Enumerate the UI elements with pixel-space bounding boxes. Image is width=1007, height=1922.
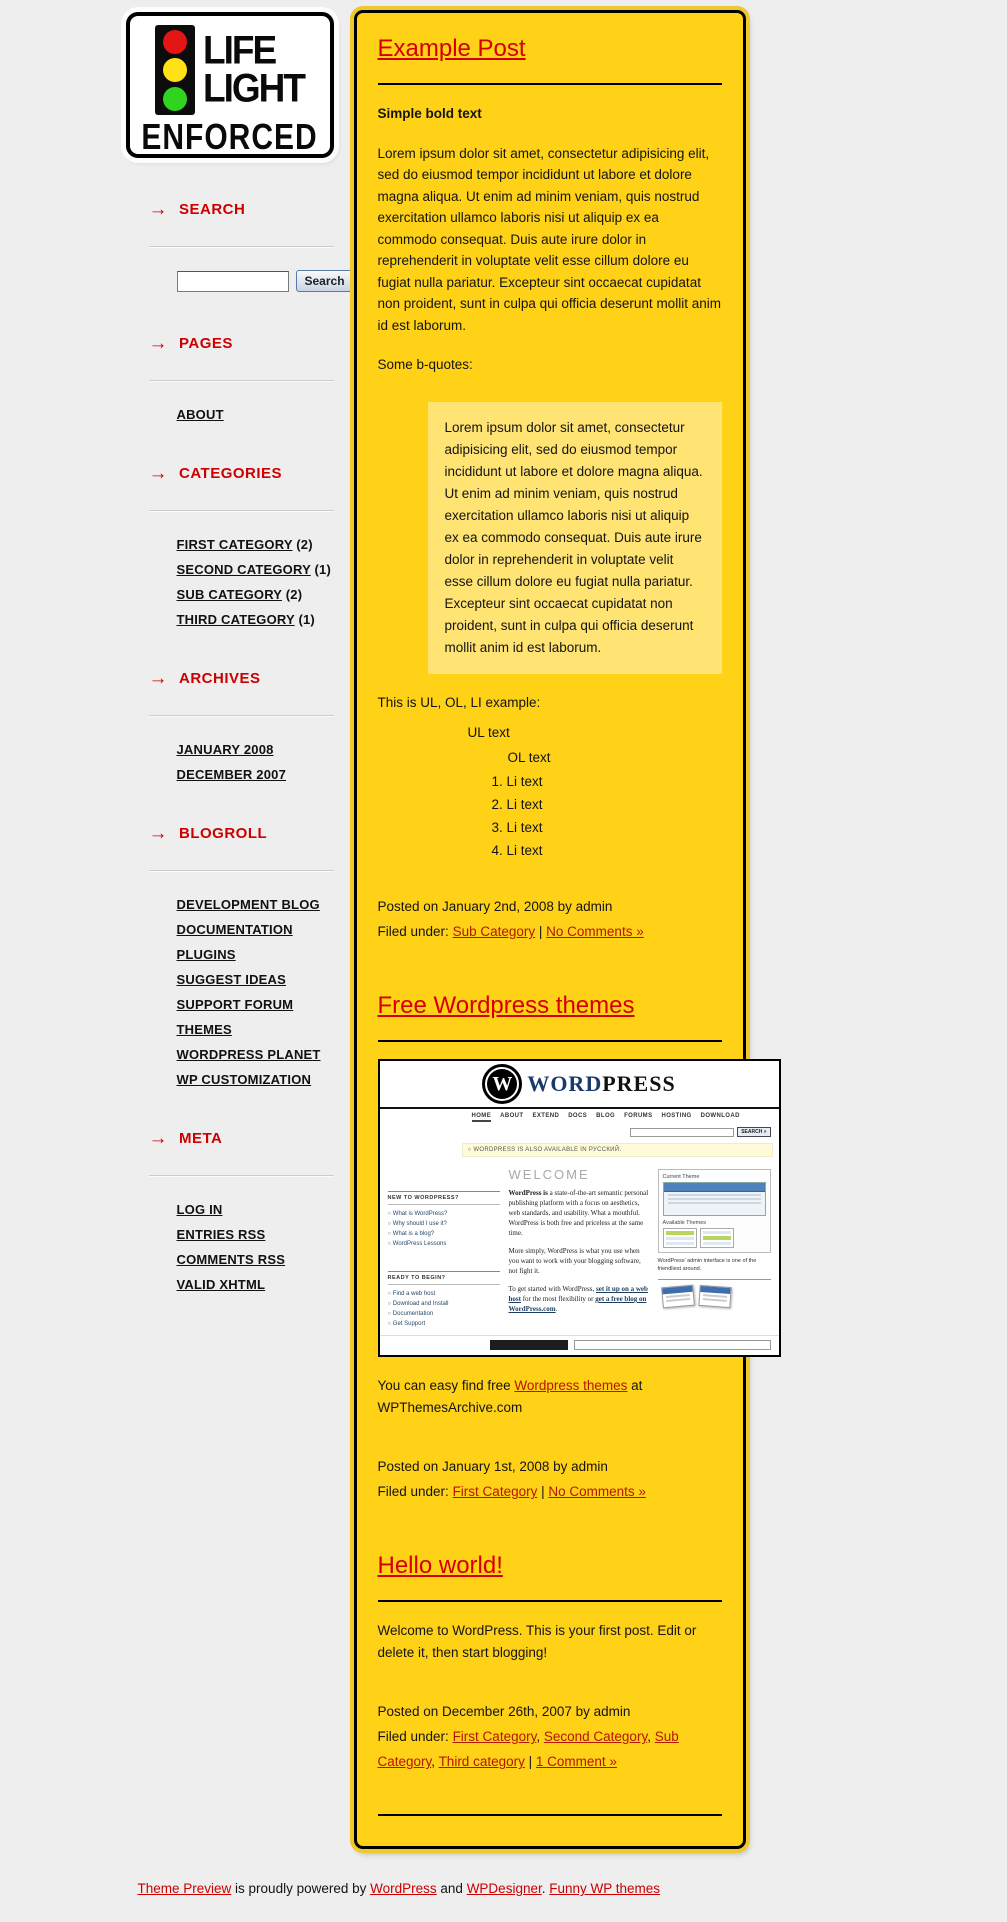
- separator: |: [541, 1484, 545, 1499]
- sidebar-link-second-category[interactable]: SECOND CATEGORY: [176, 562, 311, 577]
- list-item: [177, 1252, 334, 1267]
- sidebar-heading-archives: [149, 669, 334, 688]
- post-title-hello-world: [378, 1552, 722, 1580]
- arrow-icon: →: [148, 199, 168, 220]
- logo-word-light: LIGHT: [203, 65, 304, 110]
- divider: [378, 83, 722, 85]
- pages-list: [177, 407, 334, 422]
- sidebar-link-log-in[interactable]: LOG IN: [176, 1202, 223, 1217]
- logo-wordmark: [203, 28, 304, 110]
- text-run: for the most flexibility or: [520, 1295, 596, 1303]
- list-item: ○ Find a web host: [388, 1289, 500, 1299]
- list-item: [177, 537, 334, 552]
- post-paragraph: This is UL, OL, LI example:: [377, 694, 541, 710]
- list-item: 3. Li text: [507, 820, 722, 835]
- filed-under-label: Filed under:: [377, 1484, 449, 1499]
- comments-link[interactable]: No Comments »: [548, 1484, 646, 1499]
- post-paragraph: Some b-quotes:: [377, 357, 473, 372]
- sidebar-heading-meta: [149, 1129, 334, 1148]
- category-count: (2): [285, 587, 303, 602]
- separator: ,: [647, 1729, 651, 1744]
- post-title-link[interactable]: Example Post: [377, 35, 526, 62]
- arrow-icon: →: [148, 823, 168, 844]
- divider: [149, 246, 334, 248]
- sidebar-link-december-2007[interactable]: DECEMBER 2007: [176, 767, 287, 782]
- arrow-icon: →: [148, 1128, 168, 1149]
- list-item: [177, 1277, 334, 1292]
- wordpress-wordmark: [527, 1071, 675, 1097]
- wordpress-left-heading: NEW TO WORDPRESS?: [388, 1191, 500, 1205]
- nav-item: FORUMS: [624, 1113, 653, 1119]
- text-run: a state-of-the-art semantic personal publishing platform with a focus on aesthetics, web standards, and usability. What a mouthful. WordPress is both free and priceless at the same time.: [508, 1189, 649, 1237]
- category-link[interactable]: First Category: [452, 1729, 537, 1744]
- footer-link-theme-preview[interactable]: Theme Preview: [137, 1881, 232, 1896]
- logo-top-row: [155, 25, 304, 115]
- category-link[interactable]: Second Category: [543, 1729, 648, 1744]
- nav-item: EXTEND: [532, 1113, 560, 1119]
- wordpress-w-icon: [482, 1064, 522, 1104]
- separator: |: [528, 1754, 533, 1769]
- card-thumbnail: [661, 1285, 695, 1309]
- sidebar-section-search: [124, 199, 345, 292]
- list-item: ○ Download and Install: [388, 1299, 500, 1309]
- wp-paragraph: [509, 1284, 649, 1314]
- divider: [149, 715, 334, 717]
- wp-paragraph: More simply, WordPress is what you use when you want to work with your blogging software, not fight it.: [508, 1247, 641, 1275]
- wordpress-left-links: [388, 1209, 500, 1249]
- wordmark-word: WORD: [527, 1071, 603, 1096]
- post-bold-text: Simple bold text: [377, 106, 482, 121]
- sidebar-link-wp-customization[interactable]: WP CUSTOMIZATION: [176, 1072, 312, 1087]
- post-paragraph: [378, 1375, 722, 1418]
- text-run: You can easy find free: [377, 1378, 515, 1393]
- categories-list: [177, 537, 334, 627]
- footer-link-wpdesigner[interactable]: WPDesigner: [466, 1881, 542, 1896]
- filed-under-line: [378, 919, 722, 944]
- filed-under-label: Filed under:: [377, 924, 449, 939]
- wordmark-press: PRESS: [602, 1071, 676, 1096]
- main-content: [354, 10, 767, 1849]
- sidebar-section-pages: [124, 334, 334, 422]
- sidebar-link-about[interactable]: ABOUT: [176, 407, 224, 422]
- category-link[interactable]: Sub Category: [377, 1729, 679, 1769]
- footer-search-input: [574, 1340, 771, 1350]
- wordpress-screenshot: [378, 1059, 781, 1357]
- card-thumbnail: [698, 1285, 731, 1308]
- list-item: [177, 562, 334, 577]
- wordpress-footer: [380, 1335, 779, 1355]
- footer-link-wordpress[interactable]: WordPress: [370, 1881, 437, 1896]
- logo-word-enforced: ENFORCED: [141, 117, 318, 158]
- promo-cards: [658, 1286, 771, 1307]
- divider: [149, 510, 334, 512]
- category-link[interactable]: Sub Category: [452, 924, 536, 939]
- list-item: [177, 742, 334, 757]
- sidebar-heading-categories: [149, 464, 334, 483]
- text-run: .: [555, 1305, 558, 1313]
- filed-under-line: [378, 1724, 722, 1774]
- theme-thumbnail: [663, 1228, 697, 1248]
- ul-item: UL text: [467, 725, 510, 740]
- list-item: [177, 1227, 334, 1242]
- wordpress-notice-banner: ○ WORDPRESS IS ALSO AVAILABLE IN РУССКИЙ.: [462, 1143, 773, 1157]
- text-run: To get started with WordPress,: [508, 1285, 596, 1293]
- post-meta: [378, 1699, 722, 1774]
- divider: [149, 1175, 334, 1177]
- post-meta: [378, 894, 722, 944]
- list-item: ○ WordPress Lessons: [388, 1239, 500, 1249]
- sidebar-link-entries-rss[interactable]: ENTRIES RSS: [176, 1227, 266, 1242]
- arrow-icon: →: [148, 668, 168, 689]
- search-input[interactable]: [177, 271, 289, 292]
- sidebar-heading-label: ARCHIVES: [179, 670, 261, 687]
- ol-item: OL text: [507, 750, 551, 765]
- list-item: ○ What is WordPress?: [388, 1209, 500, 1219]
- current-theme-thumbnail: [663, 1182, 766, 1216]
- sidebar-link-valid-xhtml[interactable]: VALID XHTML: [176, 1277, 266, 1292]
- sidebar-section-meta: [124, 1129, 334, 1292]
- filed-under-line: [378, 1479, 722, 1504]
- list-item: [177, 997, 334, 1012]
- footer-bar: [490, 1340, 568, 1350]
- nav-item: DOCS: [568, 1113, 588, 1119]
- sidebar-heading-label: META: [179, 1130, 223, 1147]
- admin-interface-caption: WordPress' admin interface is one of the friendliest around.: [657, 1258, 757, 1272]
- divider: [149, 380, 334, 382]
- archives-list: [177, 742, 334, 782]
- category-count: (1): [298, 612, 315, 627]
- sidebar-link-suggest-ideas[interactable]: SUGGEST IDEAS: [176, 972, 287, 987]
- blockquote: Lorem ipsum dolor sit amet, consectetur adipisicing elit, sed do eiusmod tempor incididunt ut labore et dolore magna aliqua. Ut enim ad minim veniam, quis nostrud exercitation ullamco laboris nisi ut aliquip ex ea commodo consequat. Duis aute irure dolor in reprehenderit in voluptate velit esse cillum dolore eu fugiat nulla pariatur. Excepteur sint occaecat cupidatat non proident, sunt in culpa qui officia deserunt mollit anim id est laborum.: [428, 402, 722, 674]
- sidebar-heading-label: SEARCH: [179, 201, 246, 218]
- sidebar: [124, 10, 345, 1302]
- separator: |: [538, 924, 543, 939]
- arrow-icon: →: [148, 333, 168, 354]
- current-theme-box: [658, 1169, 771, 1253]
- logo-word-life: LIFE: [203, 28, 276, 73]
- list-item: [177, 897, 334, 912]
- sidebar-heading-label: BLOGROLL: [179, 825, 268, 842]
- post-paragraph: Lorem ipsum dolor sit amet, consectetur adipisicing elit, sed do eiusmod tempor incididunt ut labore et dolore magna aliqua. Ut enim ad minim veniam, quis nostrud exercitation ullamco laboris nisi ut aliquip ex ea commodo consequat. Duis aute irure dolor in reprehenderit in voluptate velit esse cillum dolore eu fugiat nulla pariatur. Excepteur sint occaecat cupidatat non proident, sunt in culpa qui officia deserunt mollit anim id est laborum.: [377, 145, 721, 333]
- layout-columns: [124, 10, 884, 1849]
- sidebar-link-support-forum[interactable]: SUPPORT FORUM: [176, 997, 294, 1012]
- blogroll-list: [177, 897, 334, 1087]
- post-title-example-post: [378, 35, 722, 63]
- posted-on-line: Posted on December 26th, 2007 by admin: [377, 1704, 631, 1719]
- sidebar-heading-label: CATEGORIES: [179, 465, 283, 482]
- sidebar-link-comments-rss[interactable]: COMMENTS RSS: [176, 1252, 286, 1267]
- current-theme-label: Current Theme: [662, 1174, 700, 1180]
- wordpress-main: [380, 1161, 779, 1335]
- wordpress-left-column: [388, 1163, 500, 1329]
- site-logo[interactable]: [126, 12, 334, 158]
- sidebar-link-january-2008[interactable]: JANUARY 2008: [176, 742, 274, 757]
- post-title-link[interactable]: Hello world!: [377, 1552, 503, 1579]
- nav-item: ABOUT: [500, 1113, 524, 1119]
- list-item: [177, 1047, 334, 1062]
- available-themes-thumbnails: [663, 1228, 766, 1248]
- sidebar-section-categories: [124, 464, 334, 627]
- divider: [658, 1279, 771, 1280]
- sidebar-section-archives: [124, 669, 334, 782]
- wordpress-search-row: [380, 1125, 779, 1141]
- theme-thumbnail: [700, 1228, 734, 1248]
- list-item: ○ Why should I use it?: [388, 1219, 500, 1229]
- sidebar-heading-label: PAGES: [179, 335, 233, 352]
- nav-item: HOSTING: [661, 1113, 692, 1119]
- wordpress-right-column: [658, 1163, 771, 1329]
- comments-link[interactable]: No Comments »: [546, 924, 644, 939]
- sidebar-link-development-blog[interactable]: DEVELOPMENT BLOG: [176, 897, 320, 912]
- sidebar-link-themes[interactable]: THEMES: [176, 1022, 232, 1037]
- page-wrapper: [124, 0, 884, 1896]
- yellow-light-icon: [163, 58, 187, 82]
- list-item: [177, 922, 334, 937]
- sidebar-link-sub-category[interactable]: SUB CATEGORY: [176, 587, 282, 602]
- wordpress-w-letter: W: [487, 1069, 517, 1099]
- sidebar-link-third-category[interactable]: THIRD CATEGORY: [176, 612, 295, 627]
- sidebar-link-wordpress-planet[interactable]: WORDPRESS PLANET: [176, 1047, 321, 1062]
- footer-text: .: [541, 1881, 550, 1896]
- sidebar-link-first-category[interactable]: FIRST CATEGORY: [176, 537, 293, 552]
- wordpress-search-button: SEARCH »: [737, 1127, 770, 1137]
- list-item: ○ Documentation: [388, 1309, 500, 1319]
- nav-item: BLOG: [596, 1113, 616, 1119]
- text-run: at WPThemesArchive.com: [377, 1378, 643, 1415]
- list-item: 4. Li text: [507, 843, 722, 858]
- post-title-link[interactable]: Free Wordpress themes: [377, 992, 635, 1019]
- list-item: 2. Li text: [507, 797, 722, 812]
- sidebar-heading-blogroll: [149, 824, 334, 843]
- divider: [378, 1040, 722, 1042]
- filed-under-label: Filed under:: [377, 1729, 449, 1744]
- ordered-list: [483, 774, 722, 858]
- wordpress-nav: [380, 1109, 779, 1125]
- site-footer: [138, 1881, 884, 1896]
- post-title-free-wordpress-themes: [378, 992, 722, 1020]
- wp-paragraph: [509, 1188, 649, 1238]
- divider: [378, 1814, 722, 1816]
- footer-link-funny-wp-themes[interactable]: Funny WP themes: [549, 1881, 661, 1896]
- text-link: set it up on a web host: [508, 1285, 648, 1303]
- posted-on-line: Posted on January 2nd, 2008 by admin: [377, 899, 613, 914]
- list-item: [177, 1072, 334, 1087]
- list-item: [177, 612, 334, 627]
- red-light-icon: [163, 30, 187, 54]
- sidebar-heading-pages: [149, 334, 334, 353]
- post-paragraph: Welcome to WordPress. This is your first post. Edit or delete it, then start blogging!: [377, 1623, 697, 1660]
- category-count: (1): [314, 562, 332, 577]
- list-item: [177, 407, 334, 422]
- wordpress-left-heading: READY TO BEGIN?: [388, 1271, 500, 1285]
- sidebar-link-plugins[interactable]: PLUGINS: [176, 947, 236, 962]
- nav-item: HOME: [472, 1113, 492, 1122]
- sidebar-section-blogroll: [124, 824, 334, 1087]
- category-link[interactable]: First Category: [452, 1484, 538, 1499]
- search-form: [177, 270, 345, 292]
- posted-on-line: Posted on January 1st, 2008 by admin: [377, 1459, 608, 1474]
- list-item: [177, 1022, 334, 1037]
- wordpress-themes-link[interactable]: Wordpress themes: [514, 1378, 628, 1393]
- list-item: [177, 947, 334, 962]
- meta-list: [177, 1202, 334, 1292]
- footer-text: and: [436, 1881, 467, 1896]
- search-button[interactable]: Search: [296, 270, 354, 292]
- text-link: get a free blog on WordPress.com: [508, 1295, 647, 1313]
- wordpress-left-links: [388, 1289, 500, 1329]
- sidebar-heading-search: [149, 200, 334, 219]
- available-themes-label: Available Themes: [662, 1220, 707, 1226]
- comments-link[interactable]: 1 Comment »: [535, 1754, 617, 1769]
- post-meta: [378, 1454, 722, 1504]
- divider: [149, 870, 334, 872]
- list-item: ○ Get Support: [388, 1319, 500, 1329]
- footer-text: is proudly powered by: [231, 1881, 371, 1896]
- traffic-light-icon: [155, 25, 195, 115]
- bold-text: WordPress is: [508, 1189, 548, 1197]
- list-item: [177, 1202, 334, 1217]
- category-link[interactable]: Third category: [438, 1754, 525, 1769]
- category-count: (2): [296, 537, 313, 552]
- separator: ,: [431, 1754, 436, 1769]
- divider: [378, 1600, 722, 1602]
- list-example: [468, 725, 722, 858]
- welcome-heading: WELCOME: [508, 1167, 590, 1182]
- list-item: 1. Li text: [507, 774, 722, 789]
- wordpress-search-input: [630, 1128, 734, 1137]
- separator: ,: [536, 1729, 541, 1744]
- nav-item: DOWNLOAD: [700, 1113, 740, 1119]
- arrow-icon: →: [148, 463, 168, 484]
- list-item: ○ What is a blog?: [388, 1229, 500, 1239]
- wordpress-logo: [380, 1061, 779, 1109]
- list-item: [177, 587, 334, 602]
- list-item: [177, 972, 334, 987]
- wordpress-middle-column: [500, 1163, 658, 1329]
- list-item: [177, 767, 334, 782]
- sidebar-link-documentation[interactable]: DOCUMENTATION: [176, 922, 293, 937]
- green-light-icon: [163, 87, 187, 111]
